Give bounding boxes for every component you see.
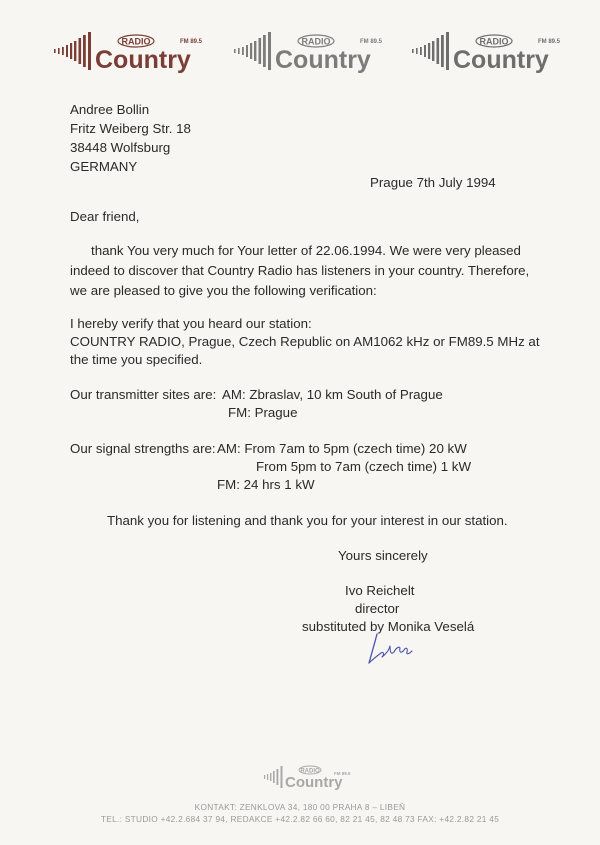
thanks-line: Thank you for listening and thank you for your interest in our station.: [107, 513, 508, 528]
paragraph-line: thank You very much for Your letter of 22.06.1994. We were very pleased: [91, 243, 521, 258]
logo-brand: Country: [453, 46, 549, 74]
logo-graphic: [410, 28, 560, 74]
radio-country-logo: [232, 28, 382, 74]
footer-logo-brand: Country: [285, 774, 343, 791]
radio-country-logo: [52, 28, 202, 74]
logo-radio: RADIO: [121, 36, 151, 47]
paragraph-line: indeed to discover that Country Radio has listeners in your country. Therefore,: [70, 263, 530, 278]
logo-brand: Country: [275, 46, 371, 74]
signature: [363, 632, 415, 666]
logo-radio: RADIO: [479, 36, 509, 47]
footer-contact: KONTAKT: ZENKLOVA 34, 180 00 PRAHA 8 – LIBEŇ: [194, 802, 406, 812]
recipient-street: Fritz Weiberg Str. 18: [70, 121, 191, 136]
verify-line: COUNTRY RADIO, Prague, Czech Republic on AM1062 kHz or FM89.5 MHz at: [70, 334, 540, 349]
logo-brand: Country: [95, 46, 191, 74]
transmitters-label: Our transmitter sites are:: [70, 387, 217, 402]
footer-logo-freq: FM 89.5: [334, 771, 351, 776]
radio-country-logo: [410, 28, 560, 74]
signal-am-night: From 5pm to 7am (czech time) 1 kW: [256, 459, 472, 474]
salutation: Dear friend,: [70, 209, 140, 224]
footer-logo: [262, 762, 354, 792]
signal-am-day: AM: From 7am to 5pm (czech time) 20 kW: [217, 441, 467, 456]
footer-logo-graphic: [262, 762, 354, 792]
closing-yours: Yours sincerely: [338, 548, 428, 563]
footer-tel: TEL.: STUDIO +42.2.684 37 94, REDAKCE +42.2.82 66 60, 82 21 45, 82 48 73 FAX: +42.2.82 21 45: [100, 814, 500, 824]
logo-freq: FM 89.5: [538, 39, 561, 45]
transmitter-am: AM: Zbraslav, 10 km South of Prague: [222, 387, 443, 402]
recipient-city: 38448 Wolfsburg: [70, 140, 171, 155]
logo-graphic: [52, 28, 202, 74]
verify-line: I hereby verify that you heard our station:: [70, 316, 312, 331]
recipient-country: GERMANY: [70, 159, 138, 174]
closing-title: director: [355, 601, 400, 616]
recipient-name: Andree Bollin: [70, 102, 150, 117]
footer-logo-radio: RADIO: [300, 768, 320, 775]
paragraph-line: we are pleased to give you the following verification:: [70, 283, 377, 298]
signal-fm: FM: 24 hrs 1 kW: [217, 477, 315, 492]
signature-graphic: [363, 632, 415, 666]
logo-freq: FM 89.5: [360, 39, 383, 45]
logo-radio: RADIO: [301, 36, 331, 47]
closing-substituted: substituted by Monika Veselá: [302, 619, 475, 634]
signals-label: Our signal strengths are:: [70, 441, 216, 456]
closing-name: Ivo Reichelt: [345, 583, 415, 598]
verify-line: the time you specified.: [70, 352, 203, 367]
transmitter-fm: FM: Prague: [228, 405, 298, 420]
logo-freq: FM 89.5: [180, 39, 203, 45]
letter-date: Prague 7th July 1994: [370, 175, 496, 190]
logo-graphic: [232, 28, 382, 74]
